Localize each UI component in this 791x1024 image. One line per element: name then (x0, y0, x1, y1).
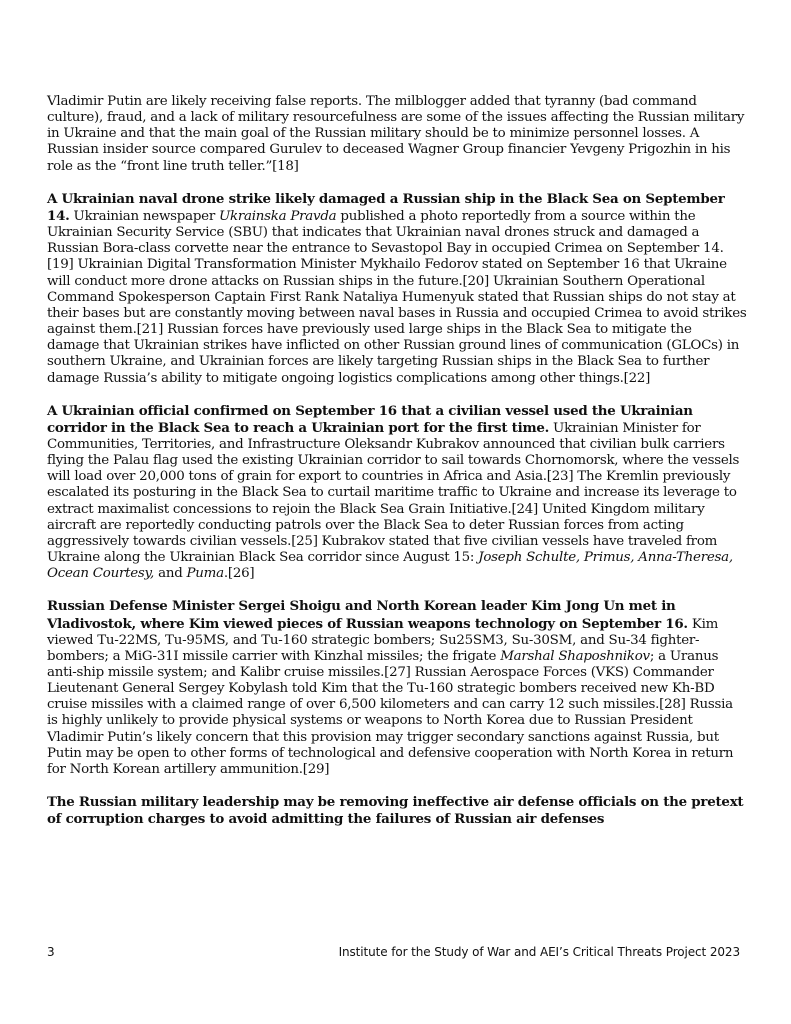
footer-institution: Institute for the Study of War and AEI’s Critical Threats Project 2023 (338, 945, 740, 959)
paragraph-civilian-vessel-corridor (47, 403, 747, 583)
text-run: Vladimir Putin are likely receiving false reports. The milblogger added that tyranny (bad command culture), fraud, and a lack of military resourcefulness are some of the issues affecting the Russian military in Ukraine and that the main goal of the Russian military should be to minimize personnel losses. A Russian insider source compared Gurulev to deceased Wagner Group financier Yevgeny Prigozhin in his role as the “front line truth teller.”[18] (47, 94, 745, 174)
paragraph-lead-heading: The Russian military leadership may be removing ineffective air defense officials on the pretext of corruption charges to avoid admitting the failures of Russian air defenses (47, 794, 744, 828)
text-run: Ukrainian newspaper (69, 208, 219, 224)
page-number: 3 (47, 945, 55, 959)
italic-text-run: Marshal Shaposhnikov (500, 648, 650, 664)
paragraph-lead-heading: A Ukrainian official confirmed on September 16 that a civilian vessel used the Ukrainian corridor in the Black Sea to reach a Ukrainian port for the first time. (47, 402, 693, 436)
paragraph-air-defense-officials (47, 794, 747, 828)
paragraph-gurulev-milblogger (47, 94, 747, 175)
document-body (47, 94, 747, 844)
text-run: and (154, 566, 187, 582)
italic-text-run: Puma (186, 566, 224, 582)
text-run: .[26] (223, 566, 255, 582)
paragraph-shoigu-kim-meeting (47, 598, 747, 778)
text-run: Ukrainian Minister for Communities, Territories, and Infrastructure Oleksandr Kubrakov announced that civilian bulk carriers flying the Palau flag used the existing Ukrainian corridor to sail towards Chornomorsk, where the vessels will load over 20,000 tons of grain for export to countries in Africa and Asia.[23] The Kremlin previously escalated its posturing in the Black Sea to curtail maritime traffic to Ukraine and increase its leverage to extract maximalist concessions to rejoin the Black Sea Grain Initiative.[24] United Kingdom military aircraft are reportedly conducting patrols over the Black Sea to deter Russian forces from acting aggressively towards civilian vessels.[25] Kubrakov stated that five civilian vessels have traveled from Ukraine along the Ukrainian Black Sea corridor since August 15: (47, 420, 740, 566)
text-run: published a photo reportedly from a source within the Ukrainian Security Service (SBU) that indicates that Ukrainian naval drones struck and damaged a Russian Bora-class corvette near the entrance to Sevastopol Bay in occupied Crimea on September 14.[19] Ukrainian Digital Transformation Minister Mykhailo Fedorov stated on September 16 that Ukraine will conduct more drone attacks on Russian ships in the future.[20] Ukrainian Southern Operational Command Spokesperson Captain First Rank Nataliya Humenyuk stated that Russian ships do not stay at their bases but are constantly moving between naval bases in Russia and occupied Crimea to avoid strikes against them.[21] Russian forces have previously used large ships in the Black Sea to mitigate the damage that Ukrainian strikes have inflicted on other Russian ground lines of communication (GLOCs) in southern Ukraine, and Ukrainian forces are likely targeting Russian ships in the Black Sea to further damage Russia’s ability to mitigate ongoing logistics complications among other things.[22] (47, 208, 747, 386)
text-run: Kim viewed Tu-22MS, Tu-95MS, and Tu-160 strategic bombers; Su25SM3, Su-30SM, and Su-34 fighter-bombers; a MiG-31I missile carrier with Kinzhal missiles; the frigate (47, 616, 719, 664)
text-run: ; a Uranus anti-ship missile system; and Kalibr cruise missiles.[27] Russian Aerospace Forces (VKS) Commander Lieutenant General Sergey Kobylash told Kim that the Tu-160 strategic bombers received new Kh-BD cruise missiles with a claimed range of over 6,500 kilometers and can carry 12 such missiles.[28] Russia is highly unlikely to provide physical systems or weapons to North Korea due to Russian President Vladimir Putin’s likely concern that this provision may trigger secondary sanctions against Russia, but Putin may be open to other forms of technological and defensive cooperation with North Korea in return for North Korean artillery ammunition.[29] (47, 648, 734, 777)
paragraph-lead-heading: Russian Defense Minister Sergei Shoigu and North Korean leader Kim Jong Un met in Vladivostok, where Kim viewed pieces of Russian weapons technology on September 16. (47, 598, 688, 632)
paragraph-lead-heading: A Ukrainian naval drone strike likely damaged a Russian ship in the Black Sea on September 14. (47, 190, 725, 224)
paragraph-naval-drone-strike (47, 191, 747, 387)
italic-text-run: Joseph Schulte, Primus, Anna-Theresa, Ocean Courtesy, (47, 550, 733, 582)
italic-text-run: Ukrainska Pravda (218, 208, 337, 224)
